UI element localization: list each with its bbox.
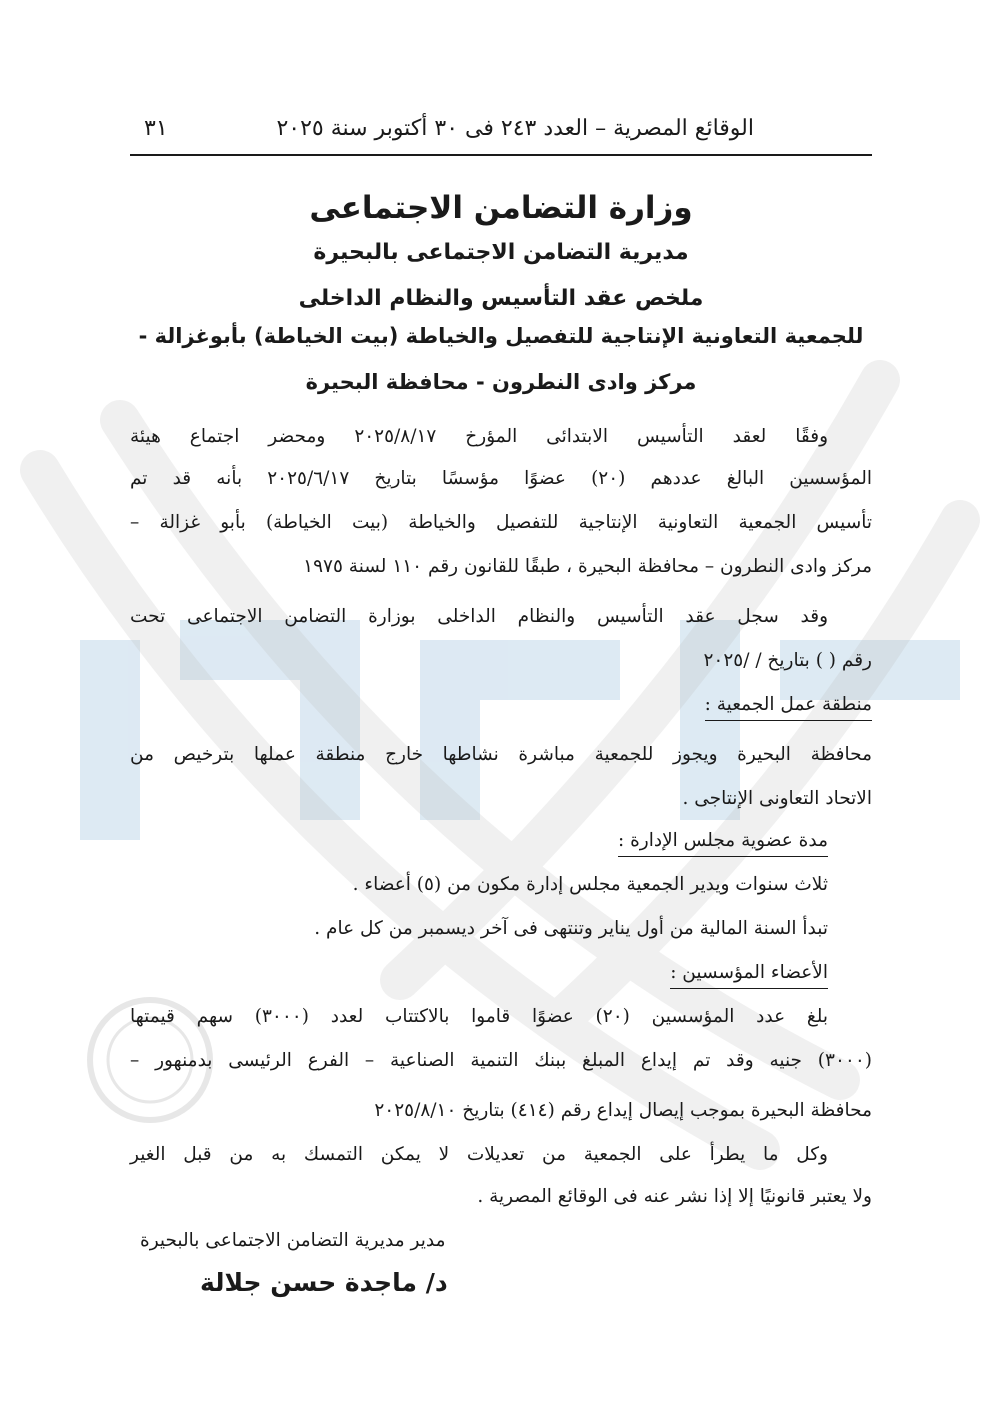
body-line: مركز وادى النطرون – محافظة البحيرة ، طبقًا للقانون رقم ١١٠ لسنة ١٩٧٥ <box>303 556 872 577</box>
body-line: ثلاث سنوات ويدير الجمعية مجلس إدارة مكون من (٥) أعضاء . <box>352 874 828 895</box>
page-header <box>130 114 872 156</box>
body-line: وفقًا لعقد التأسيس الابتدائى المؤرخ ٢٠٢٥/٨/١٧ ومحضر اجتماع هيئة <box>130 426 829 447</box>
signer-title: مدير مديرية التضامن الاجتماعى بالبحيرة <box>140 1230 446 1251</box>
society-name: للجمعية التعاونية الإنتاجية للتفصيل والخياطة (بيت الخياطة) بأبوغزالة - <box>138 324 864 348</box>
body-line: وقد سجل عقد التأسيس والنظام الداخلى بوزارة التضامن الاجتماعى تحت <box>130 606 828 627</box>
signer-name: د/ ماجدة حسن جلالة <box>200 1268 448 1297</box>
body-line: محافظة البحيرة بموجب إيصال إيداع رقم (٤١٤) بتاريخ ٢٠٢٥/٨/١٠ <box>374 1100 872 1121</box>
directorate-title: مديرية التضامن الاجتماعى بالبحيرة <box>313 240 689 265</box>
body-line: ولا يعتبر قانونيًا إلا إذا نشر عنه فى الوقائع المصرية . <box>477 1186 872 1207</box>
body-line: بلغ عدد المؤسسين (٢٠) عضوًا قاموا بالاكتتاب لعدد (٣٠٠٠) سهم قيمتها <box>130 1006 829 1027</box>
founders-heading: الأعضاء المؤسسين : <box>670 958 828 989</box>
body-line: المؤسسين البالغ عددهم (٢٠) عضوًا مؤسسًا بتاريخ ٢٠٢٥/٦/١٧ بأنه قد تم <box>130 468 873 489</box>
header-title: الوقائع المصرية – العدد ٢٤٣ فى ٣٠ أكتوبر سنة ٢٠٢٥ <box>276 116 754 141</box>
body-line: تبدأ السنة المالية من أول يناير وتنتهى فى آخر ديسمبر من كل عام . <box>314 918 828 939</box>
work-area-heading: منطقة عمل الجمعية : <box>705 690 872 721</box>
society-location: مركز وادى النطرون - محافظة البحيرة <box>305 370 697 394</box>
body-line: وكل ما يطرأ على الجمعية من تعديلات لا يمكن التمسك به من قبل الغير <box>130 1144 828 1165</box>
body-line: تأسيس الجمعية التعاونية الإنتاجية للتفصيل والخياطة (بيت الخياطة) بأبو غزالة – <box>130 512 872 533</box>
body-line: الاتحاد التعاونى الإنتاجى . <box>682 788 872 809</box>
body-line: محافظة البحيرة ويجوز للجمعية مباشرة نشاطها خارج منطقة عملها بترخيص من <box>130 744 872 765</box>
ministry-title: وزارة التضامن الاجتماعى <box>309 190 693 226</box>
page-number: ٣١ <box>144 116 168 141</box>
body-line: رقم ( ) بتاريخ / /٢٠٢٥ <box>703 650 872 671</box>
body-line: (٣٠٠٠) جنيه وقد تم إيداع المبلغ ببنك التنمية الصناعية – الفرع الرئيسى بدمنهور – <box>130 1050 872 1071</box>
page-content <box>130 0 872 1418</box>
board-heading: مدة عضوية مجلس الإدارة : <box>618 826 828 857</box>
summary-title: ملخص عقد التأسيس والنظام الداخلى <box>298 286 704 311</box>
